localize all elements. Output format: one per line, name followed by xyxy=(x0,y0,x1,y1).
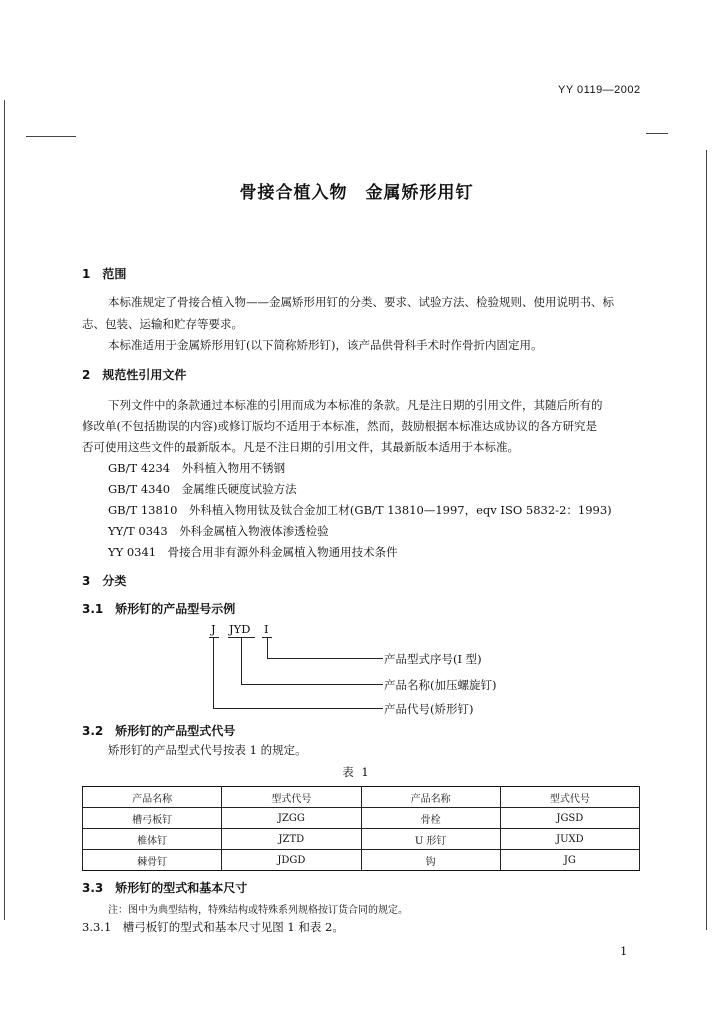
code-i: I xyxy=(264,622,269,636)
table-1 xyxy=(82,786,640,871)
margin-mark xyxy=(646,133,668,134)
table-header-cell: 型式代号 xyxy=(500,787,639,808)
table-cell: U 形钉 xyxy=(361,829,500,850)
table-cell: JZGG xyxy=(222,808,361,829)
table-row xyxy=(83,829,640,850)
label-type: 产品型式序号(I 型) xyxy=(384,652,482,666)
underline-j xyxy=(209,637,219,638)
page-title: 骨接合植入物 金属矫形用钉 xyxy=(239,183,474,203)
section-3-heading: 3 分类 xyxy=(82,574,127,588)
paragraph-line: 志、包装、运输和贮存等要求。 xyxy=(82,317,243,331)
table-cell: JZTD xyxy=(222,829,361,850)
table-cell: JG xyxy=(500,850,639,871)
section-3-1-heading: 3.1 矫形钉的产品型号示例 xyxy=(82,602,236,616)
code-j: J xyxy=(211,622,216,636)
table-header-cell: 型式代号 xyxy=(222,787,361,808)
leader-horizontal xyxy=(267,658,383,659)
table-cell: 骨栓 xyxy=(361,808,500,829)
label-code: 产品代号(矫形钉) xyxy=(384,702,474,716)
table-cell: 棘骨钉 xyxy=(83,850,222,871)
table-cell: JDGD xyxy=(222,850,361,871)
leader-vertical xyxy=(241,638,242,684)
reference-item: GB/T 13810 外科植入物用钛及钛合金加工材(GB/T 13810—1997，eqv ISO 5832-2：1993) xyxy=(108,503,612,517)
paragraph-line: 否可使用这些文件的最新版本。凡是不注日期的引用文件，其最新版本适用于本标准。 xyxy=(82,440,519,454)
table-row xyxy=(83,850,640,871)
page-number: 1 xyxy=(620,944,628,958)
paragraph-line: 本标准规定了骨接合植入物——金属矫形用钉的分类、要求、试验方法、检验规则、使用说明书、标 xyxy=(108,295,614,309)
table-header-row xyxy=(83,787,640,808)
right-edge-line xyxy=(706,150,707,930)
reference-item: YY/T 0343 外科金属植入物液体渗透检验 xyxy=(108,524,329,538)
margin-mark xyxy=(26,136,76,137)
table-cell: 椎体钉 xyxy=(83,829,222,850)
section-3-3-1: 3.3.1 槽弓板钉的型式和基本尺寸见图 1 和表 2。 xyxy=(82,920,344,934)
table-caption: 表 1 xyxy=(342,765,371,779)
section-3-3-heading: 3.3 矫形钉的型式和基本尺寸 xyxy=(82,881,248,895)
paragraph-line: 本标准适用于金属矫形用钉(以下简称矫形钉)，该产品供骨科手术时作骨折内固定用。 xyxy=(108,338,543,352)
label-name: 产品名称(加压螺旋钉) xyxy=(384,678,497,692)
paragraph-line: 下列文件中的条款通过本标准的引用而成为本标准的条款。凡是注日期的引用文件，其随后所有的 xyxy=(108,398,603,412)
paragraph-line: 矫形钉的产品型式代号按表 1 的规定。 xyxy=(108,743,307,757)
note: 注：图中为典型结构，特殊结构或特殊系列规格按订货合同的规定。 xyxy=(108,905,408,916)
reference-item: GB/T 4234 外科植入物用不锈钢 xyxy=(108,461,286,475)
leader-horizontal xyxy=(241,684,383,685)
table-header-cell: 产品名称 xyxy=(83,787,222,808)
code-jyd: JYD xyxy=(229,622,251,636)
table-header-cell: 产品名称 xyxy=(361,787,500,808)
reference-item: YY 0341 骨接合用非有源外科金属植入物通用技术条件 xyxy=(108,545,398,559)
leader-vertical xyxy=(267,638,268,658)
table-cell: JUXD xyxy=(500,829,639,850)
standard-code: YY 0119—2002 xyxy=(558,84,641,96)
table-cell: 槽弓板钉 xyxy=(83,808,222,829)
paragraph-line: 修改单(不包括勘误的内容)或修订版均不适用于本标准，然而，鼓励根据本标准达成协议的各方研究是 xyxy=(82,419,597,433)
leader-vertical xyxy=(213,638,214,708)
table-cell: 钩 xyxy=(361,850,500,871)
reference-item: GB/T 4340 金属维氏硬度试验方法 xyxy=(108,482,297,496)
section-3-2-heading: 3.2 矫形钉的产品型式代号 xyxy=(82,724,236,738)
section-2-heading: 2 规范性引用文件 xyxy=(82,368,187,382)
section-1-heading: 1 范围 xyxy=(82,267,127,281)
leader-horizontal xyxy=(213,708,383,709)
table-cell: JGSD xyxy=(500,808,639,829)
table-row xyxy=(83,808,640,829)
left-edge-line xyxy=(4,100,5,920)
